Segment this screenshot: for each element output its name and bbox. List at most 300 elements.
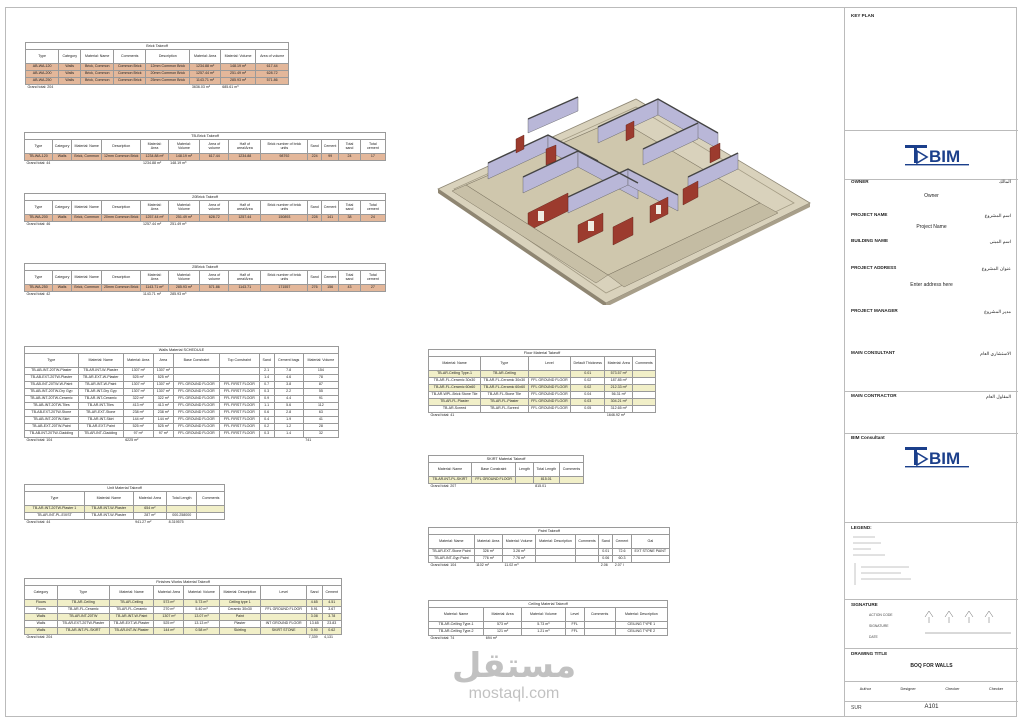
total-cell: Grand total: 104 — [26, 438, 53, 443]
table-cell: FFL GROUND FLOOR — [261, 607, 307, 614]
table-cell — [536, 549, 576, 556]
total-cell — [59, 85, 81, 92]
logo-text: BIM — [929, 147, 961, 166]
column-header: Material: Volume — [184, 586, 219, 600]
column-header: Total cement — [360, 140, 385, 154]
signature-row-label: SIGNATURE — [869, 624, 889, 628]
column-header: Level — [528, 357, 571, 371]
table-title: 25Brick Takeoff — [24, 263, 386, 270]
table-row — [25, 410, 339, 417]
project-manager-arabic-label: مدير المشروع — [984, 309, 1011, 314]
table-cell: 326 m² — [474, 549, 502, 556]
column-header: Material: Area — [474, 535, 502, 549]
table-cell: 25mm Common Brick — [101, 285, 141, 292]
table-cell: TB-AR-INT-PL-SKIRT — [429, 477, 472, 484]
table-total-row — [429, 636, 668, 643]
project-address-arabic-label: عنوان المشروع — [981, 266, 1011, 271]
table-header-row — [429, 357, 656, 371]
column-header: Total cement — [360, 271, 385, 285]
table-cell: 5.40 m³ — [184, 607, 219, 614]
table-cell: FFL FIRST FLOOR — [219, 424, 259, 431]
column-header: Description — [146, 50, 190, 64]
table-cell: 4.65 — [307, 600, 322, 607]
table-cell: 97 m² — [123, 431, 153, 438]
table-cell: FFL FIRST FLOOR — [219, 410, 259, 417]
table-row — [25, 396, 339, 403]
table-cell: 7.8 — [274, 368, 303, 375]
total-cell: 2.06 — [600, 563, 608, 568]
table-cell: FFL GROUND FLOOR — [173, 389, 219, 396]
table-cell: 0.58 m³ — [184, 628, 219, 635]
table-total-row — [25, 520, 225, 527]
column-header: Material: Volume — [303, 354, 338, 368]
table-cell: TB-AB-EXT-20TW-Stone — [25, 410, 79, 417]
project-address-value: Enter address here — [910, 282, 953, 288]
table-row — [25, 215, 386, 222]
table-cell: 99 — [321, 154, 339, 161]
table-cell: 0.02 — [571, 385, 605, 392]
table-cell: 91 — [303, 396, 338, 403]
table-cell: 41 — [303, 417, 338, 424]
table-cell: 0.3 — [259, 431, 274, 438]
table-cell: TB-AR-INT-Cladding — [78, 431, 123, 438]
table-cell: 1.4 — [259, 375, 274, 382]
table-cell: Walls — [25, 614, 58, 621]
table-cell — [633, 385, 656, 392]
table-cell: 24 — [339, 154, 360, 161]
total-cell — [154, 635, 184, 642]
total-cell: Grand total: 74 — [430, 636, 455, 641]
total-cell: Grand total: 44 — [26, 161, 51, 166]
table-cell: 28 — [303, 424, 338, 431]
table-cell: Walls — [25, 628, 58, 635]
table-header-row — [25, 140, 386, 154]
column-header: Type — [57, 586, 109, 600]
table-cell: 525 m² — [123, 375, 153, 382]
walls-material-schedule — [24, 346, 339, 445]
table-cell: TB-AR-EXT-20TW-Plaster — [57, 621, 109, 628]
table-cell: 1143.71 — [229, 285, 261, 292]
column-header: Material: Volume — [521, 608, 565, 622]
table-cell — [173, 375, 219, 382]
table-cell: 1307 m² — [153, 382, 173, 389]
table-cell — [584, 622, 615, 629]
table-row — [25, 628, 342, 635]
table-cell: FFL GROUND FLOOR — [173, 382, 219, 389]
total-cell — [481, 413, 529, 420]
total-cell — [584, 636, 615, 643]
table-title: Walls Material SCHEDULE — [24, 346, 339, 353]
table-cell: 212.33 m² — [605, 385, 633, 392]
table-cell: TB-AR-FL-Plaster — [429, 399, 481, 406]
total-cell — [101, 161, 141, 168]
total-cell — [153, 438, 173, 445]
table-title: Floor Material Takeoff — [428, 349, 656, 356]
table-cell — [633, 392, 656, 399]
table-row — [25, 389, 339, 396]
divider — [845, 391, 1018, 392]
table-cell: 72.6 — [613, 549, 631, 556]
table-cell: TB-AB-INT-20TW-Skirt — [25, 417, 79, 424]
tbim-logo-icon — [903, 141, 973, 169]
total-cell — [339, 222, 360, 229]
column-header: Category — [52, 201, 72, 215]
column-header: Material: Area — [605, 357, 633, 371]
total-cell — [631, 563, 669, 570]
table-cell: 1307 m² — [123, 368, 153, 375]
table-cell: 0.9 — [259, 396, 274, 403]
total-cell — [52, 292, 72, 299]
paint-takeoff — [428, 527, 670, 570]
table-cell: TB-AB-INT-20TW-Ceramic — [25, 396, 79, 403]
table-cell: 63 — [303, 410, 338, 417]
column-header: Cement bags — [274, 354, 303, 368]
column-header: Sand — [307, 586, 322, 600]
table-header-row — [25, 201, 386, 215]
total-cell — [114, 85, 146, 92]
table-row — [25, 403, 339, 410]
table-cell: 1234.88 m² — [190, 64, 220, 71]
table-cell: Brick, Common — [72, 154, 102, 161]
total-cell: 741 — [305, 438, 312, 443]
table-cell: FFL FIRST FLOOR — [219, 431, 259, 438]
table-cell: 0.01 — [599, 549, 613, 556]
total-cell — [321, 292, 339, 299]
table-cell: TB-AR-EXT-W-Plaster — [109, 621, 154, 628]
total-cell — [229, 222, 261, 229]
table-cell: 2.8 — [274, 410, 303, 417]
column-header: Category — [52, 271, 72, 285]
column-header: Cement — [322, 586, 341, 600]
table-cell: 571.86 — [256, 78, 289, 85]
table-cell: 1234.88 m² — [141, 154, 168, 161]
table-cell: 238 m² — [153, 410, 173, 417]
table-cell: TB-AR-FL-Ceramic 30x30 — [429, 378, 481, 385]
table-cell: 38 — [339, 215, 360, 222]
table-cell: 148.19 m³ — [220, 64, 256, 71]
project-manager-label: PROJECT MANAGER — [851, 308, 898, 313]
table-cell: 1257.44 — [229, 215, 261, 222]
table-total-row — [429, 563, 670, 570]
column-header: Material: Name — [429, 357, 481, 371]
total-cell — [339, 292, 360, 299]
total-cell: 941.27 m² — [135, 520, 152, 525]
footer-author: Author — [859, 687, 871, 691]
table-cell: 413 m² — [123, 403, 153, 410]
table-cell — [584, 629, 615, 636]
total-cell — [261, 635, 307, 642]
table-cell: TB-AR-INT-PL-SKIRT — [57, 628, 109, 635]
table-cell: TB-WA-120 — [25, 154, 53, 161]
table-cell: TB-AR-INT-20TW-Plaster 1 — [25, 506, 85, 513]
table-cell: FFL GROUND FLOOR — [471, 477, 516, 484]
total-cell: 815.01 — [535, 484, 547, 489]
table-cell: 525 m² — [153, 424, 173, 431]
floor-material-takeoff — [428, 349, 656, 420]
column-header: Category — [59, 50, 81, 64]
column-header: Material: Description — [615, 608, 667, 622]
table-header-row — [429, 463, 584, 477]
total-cell — [81, 85, 114, 92]
table-cell: FFL FIRST FLOOR — [219, 382, 259, 389]
table-cell: 571.86 — [200, 285, 229, 292]
table-header-row — [25, 354, 339, 368]
column-header: Material: Area — [141, 201, 168, 215]
table-cell — [197, 506, 225, 513]
table-row — [25, 600, 342, 607]
column-header: Material: Area — [484, 608, 522, 622]
table-cell: TB-AR-INT-Tiles — [78, 403, 123, 410]
column-header: Area of volume — [200, 271, 229, 285]
table-title: Finishes Works Material Takeoff — [24, 578, 342, 585]
table-cell: TB-AR-INT-W-Paint — [109, 614, 154, 621]
total-cell: Grand total: 44 — [26, 520, 51, 525]
table-cell: 56.31 m² — [605, 392, 633, 399]
footer-checker: Checker — [945, 687, 960, 691]
total-cell: Grand total: 42 — [26, 292, 51, 297]
legend-label: LEGEND: — [851, 525, 872, 530]
table-title: SKIRT Material Takeoff — [428, 455, 584, 462]
table-cell: TB-AR-FL-Ceramic 60x60 — [429, 385, 481, 392]
scale-code: SUR — [851, 705, 862, 711]
total-cell — [109, 635, 154, 642]
column-header: Material: Area — [123, 354, 153, 368]
total-cell — [321, 222, 339, 229]
table-cell: 0.90 — [307, 628, 322, 635]
total-cell: Grand total: 41 — [430, 413, 455, 418]
column-header: Brick number of brick units — [261, 140, 308, 154]
total-cell — [52, 161, 72, 168]
table-cell: 0.6 — [259, 410, 274, 417]
table-row — [25, 417, 339, 424]
column-header: Total sand — [339, 201, 360, 215]
table-cell: 154 — [303, 368, 338, 375]
table-cell: 654 m² — [133, 506, 166, 513]
table-cell: 23.83 — [322, 621, 341, 628]
table-cell: 1.2 — [274, 424, 303, 431]
table-cell: 276 — [308, 285, 321, 292]
table-cell: 1307 m² — [153, 368, 173, 375]
column-header: Area of volume — [256, 50, 289, 64]
table-row — [429, 392, 656, 399]
column-header: Category — [52, 140, 72, 154]
table-cell — [633, 371, 656, 378]
table-cell: 0.62 — [322, 628, 341, 635]
table-cell: Floors — [25, 600, 58, 607]
main-consultant-label: MAIN CONSULTANT — [851, 350, 895, 355]
total-cell — [200, 222, 229, 229]
table-cell: Skirting — [219, 628, 261, 635]
total-cell: 7,339 — [308, 635, 318, 640]
column-header: Sand — [308, 140, 321, 154]
table-cell: 1307 m² — [154, 614, 184, 621]
owner-label: OWNER — [851, 179, 869, 184]
total-cell: Grand total: 204 — [27, 85, 54, 90]
table-row — [25, 431, 339, 438]
column-header: Sand — [599, 535, 613, 549]
owner-value: Owner — [924, 193, 939, 199]
table-cell: 4.4 — [274, 396, 303, 403]
main-contractor-arabic-label: المقاول العام — [985, 394, 1011, 399]
total-cell — [219, 438, 259, 445]
column-header: Comments — [114, 50, 146, 64]
column-header: Total Length — [167, 492, 197, 506]
table-cell — [167, 506, 197, 513]
table-cell: 228 — [308, 215, 321, 222]
table-cell: Walls — [59, 64, 81, 71]
table-cell: TB-AR-EXT-Paint — [78, 424, 123, 431]
table-cell: TB-AB-INT-20TW-W-Paint — [25, 382, 79, 389]
table-header-row — [25, 492, 225, 506]
table-cell: 13.65 — [307, 621, 322, 628]
table-header-row — [26, 50, 289, 64]
column-header: Top Constraint — [219, 354, 259, 368]
table-cell: 285.93 m³ — [168, 285, 200, 292]
column-header: Length — [516, 463, 533, 477]
table-cell: Brick, Common — [72, 215, 102, 222]
table-cell: 121 m² — [484, 629, 522, 636]
owner-arabic-label: المالك — [998, 179, 1011, 184]
column-header: Material: Name — [109, 586, 154, 600]
column-header: Type — [25, 354, 79, 368]
table-title: Brick Takeoff — [25, 42, 289, 49]
table-cell: 0.03 — [571, 399, 605, 406]
total-cell — [575, 563, 598, 570]
table-cell: TB-AR-INT-Skirt — [78, 417, 123, 424]
table-cell: FFL — [565, 622, 584, 629]
table-total-row — [25, 438, 339, 445]
table-cell: TB-AR-FL-Plaster — [481, 399, 529, 406]
table-cell: Brick, Common — [81, 78, 114, 85]
table-cell: TB-AR-INT-Ceramic — [78, 396, 123, 403]
column-header: Description — [101, 140, 141, 154]
table-cell: 4.51 — [322, 600, 341, 607]
table-cell: Common Brick — [114, 64, 146, 71]
table-cell: Common Brick — [114, 78, 146, 85]
table-row — [429, 385, 656, 392]
table-cell: 78 — [303, 375, 338, 382]
table-cell: TB-AB-INT-20TW-Dry Gyp — [25, 389, 79, 396]
watermark-url: mostaql.com — [468, 685, 560, 702]
table-cell: 287 m² — [133, 513, 166, 520]
table-cell: 1307 m² — [123, 389, 153, 396]
table-cell: 4.6 — [274, 375, 303, 382]
table-cell — [219, 368, 259, 375]
bim-consultant-label: BIM Consultant — [851, 435, 885, 440]
total-cell — [200, 161, 229, 168]
table-cell: 150893 — [261, 215, 308, 222]
table-cell: 1.4 — [274, 431, 303, 438]
total-cell — [615, 636, 667, 643]
table-cell: 98792 — [261, 154, 308, 161]
action-code-label: ACTION CODE — [869, 613, 893, 617]
total-cell — [72, 222, 102, 229]
column-header: Area of volume — [200, 140, 229, 154]
table-row — [26, 64, 289, 71]
table-cell — [173, 368, 219, 375]
total-cell — [101, 292, 141, 299]
table-cell: 224 — [308, 154, 321, 161]
table-cell: TB-AR-INT-Dry Gyp — [78, 389, 123, 396]
table-cell: 20mm Common Brick — [101, 215, 141, 222]
total-cell — [219, 635, 261, 642]
table-row — [25, 424, 339, 431]
total-cell: Grand total: 104 — [430, 563, 457, 568]
table-cell: 525 m² — [154, 621, 184, 628]
divider — [845, 701, 1018, 702]
tb20-brick-takeoff-table — [24, 193, 386, 229]
total-cell — [360, 222, 385, 229]
table-cell: 5.91 — [307, 607, 322, 614]
table-cell: FFL GROUND FLOOR — [173, 410, 219, 417]
total-cell: 1646.92 m² — [606, 413, 626, 418]
total-cell — [261, 222, 308, 229]
column-header: Material: Name — [72, 271, 102, 285]
table-cell: Ceramic 30x30 — [219, 607, 261, 614]
divider — [845, 433, 1018, 434]
table-header-row — [25, 271, 386, 285]
column-header: Material: Volume — [220, 50, 256, 64]
project-name-arabic-label: اسم المشروع — [984, 213, 1011, 218]
tb12-brick-takeoff-table — [24, 132, 386, 168]
total-cell: 1102 m² — [476, 563, 489, 568]
table-cell: TB-AB-INT-20TW-Tiles — [25, 403, 79, 410]
table-cell: FFL GROUND FLOOR — [528, 392, 571, 399]
main-contractor-label: MAIN CONTRACTOR — [851, 393, 897, 398]
total-cell — [308, 292, 321, 299]
table-cell: 0.01 — [571, 371, 605, 378]
column-header: Comments — [197, 492, 225, 506]
table-row — [25, 607, 342, 614]
table-cell — [631, 556, 669, 563]
table-cell: FFL FIRST FLOOR — [219, 417, 259, 424]
table-cell: TB-AB-INT-20TW-Plaster — [25, 368, 79, 375]
table-cell: TB-AR-EXT-W-Plaster — [78, 375, 123, 382]
column-header: Level — [261, 586, 307, 600]
divider — [845, 681, 1018, 682]
finishes-works-takeoff — [24, 578, 342, 642]
table-row — [429, 371, 656, 378]
drawing-title-label: DRAWING TITLE — [851, 651, 888, 656]
table-cell: 97 m² — [153, 431, 173, 438]
table-row — [25, 154, 386, 161]
table-cell: 3.8 — [274, 382, 303, 389]
table-cell — [633, 399, 656, 406]
table-cell: 3.67 — [322, 607, 341, 614]
table-cell: FFL FIRST FLOOR — [219, 403, 259, 410]
table-cell: INT GROUND FLOOR — [261, 621, 307, 628]
table-header-row — [429, 535, 670, 549]
table-row — [25, 382, 339, 389]
table-cell: 1.1 — [259, 403, 274, 410]
table-cell: 776 m² — [474, 556, 502, 563]
table-row — [26, 71, 289, 78]
mostaql-watermark — [449, 647, 579, 709]
table-cell — [219, 375, 259, 382]
table-total-row — [429, 484, 584, 491]
table-cell: 573.57 m² — [605, 371, 633, 378]
table-cell: FFL — [565, 629, 584, 636]
column-header: Area — [153, 354, 173, 368]
table-cell: TB-AR-FL-Ceramic 30x30 — [481, 378, 529, 385]
total-cell — [256, 85, 289, 92]
table-cell: Walls — [52, 215, 72, 222]
table-total-row — [25, 635, 342, 642]
column-header: Material: Name — [81, 50, 114, 64]
table-cell: 144 m² — [154, 628, 184, 635]
watermark-word: مستقل — [451, 646, 577, 686]
table-cell: TB-AB-INT-20TW-Cladding — [25, 431, 79, 438]
